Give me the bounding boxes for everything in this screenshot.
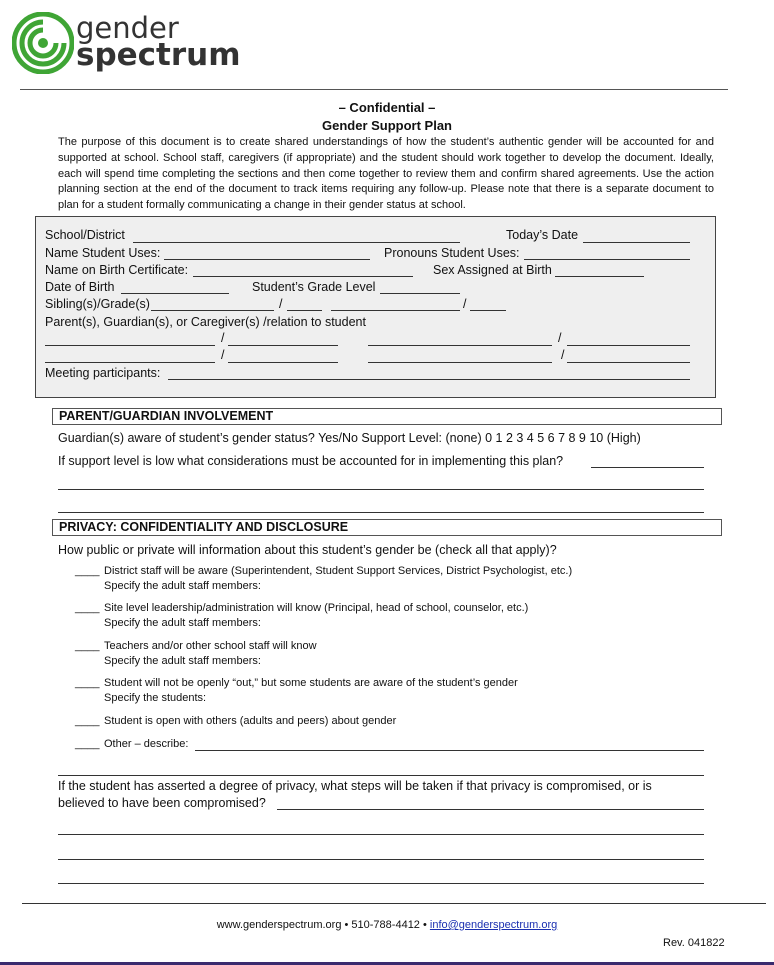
compromise-field-4[interactable] xyxy=(58,883,704,884)
dob-field[interactable] xyxy=(121,293,229,294)
sibling-field-2[interactable] xyxy=(331,310,460,311)
intro-paragraph: The purpose of this document is to create shared understandings of how the student’s authentic gender will be accounted for and supported at school. School staff, caregivers (if appropriate) and the student should work together to develop the document. Ideally, each will spend time completing the sections and then come together to review them and confirm shared agreements. Use the action planning section at the end of the document to track items requiring any follow-up. Please note that there is a separate document to plan for a student formally communicating a change in their gender status at school. xyxy=(58,136,714,212)
option-district-sub: Specify the adult staff members: xyxy=(104,580,261,592)
meeting-participants-label: Meeting participants: xyxy=(45,366,161,380)
gender-spectrum-logo-icon xyxy=(12,12,74,74)
option-other-label: Other – describe: xyxy=(104,738,189,750)
compromise-field-2[interactable] xyxy=(58,834,704,835)
compromise-question-2: believed to have been compromised? xyxy=(58,796,266,810)
option-checkbox-teachers[interactable]: ____ xyxy=(75,640,100,652)
slash: / xyxy=(558,331,562,345)
todays-date-label: Today’s Date xyxy=(506,228,579,242)
pronouns-field[interactable] xyxy=(524,259,690,260)
slash: / xyxy=(279,297,283,311)
option-checkbox-district[interactable]: ____ xyxy=(75,565,100,577)
option-checkbox-not-out[interactable]: ____ xyxy=(75,677,100,689)
name-student-uses-label: Name Student Uses: xyxy=(45,246,161,260)
option-teachers-label: Teachers and/or other school staff will know xyxy=(104,640,317,652)
option-checkbox-site[interactable]: ____ xyxy=(75,602,100,614)
siblings-label: Sibling(s)/Grade(s) xyxy=(45,297,150,311)
parent-field-2[interactable] xyxy=(368,345,552,346)
option-not-out-sub: Specify the students: xyxy=(104,692,207,704)
footer-email-link[interactable]: info@genderspectrum.org xyxy=(429,919,558,931)
sibling-grade-field-2[interactable] xyxy=(470,310,506,311)
page-title: Gender Support Plan xyxy=(321,118,452,133)
logo-line-1: gender xyxy=(76,11,179,45)
option-teachers-sub: Specify the adult staff members: xyxy=(104,655,261,667)
relation-field-4[interactable] xyxy=(567,362,690,363)
dob-label: Date of Birth xyxy=(45,280,115,294)
slash: / xyxy=(221,331,225,345)
name-birth-cert-label: Name on Birth Certificate: xyxy=(45,263,189,277)
slash: / xyxy=(221,348,225,362)
option-not-out-label: Student will not be openly “out,” but some students are aware of the student’s gender xyxy=(104,677,518,689)
pronouns-label: Pronouns Student Uses: xyxy=(384,246,520,260)
relation-field-1[interactable] xyxy=(228,345,338,346)
option-open-label: Student is open with others (adults and peers) about gender xyxy=(104,715,397,727)
meeting-participants-field[interactable] xyxy=(168,379,690,380)
sex-assigned-label: Sex Assigned at Birth xyxy=(433,263,552,277)
footer-website: www.genderspectrum.org • 510-788-4412 • xyxy=(216,919,427,931)
relation-field-3[interactable] xyxy=(228,362,338,363)
privacy-question: How public or private will information about this student’s gender be (check all that apply)? xyxy=(58,543,557,557)
name-student-uses-field[interactable] xyxy=(164,259,370,260)
footer-contact xyxy=(0,919,774,931)
parent-guardian-header: PARENT/GUARDIAN INVOLVEMENT xyxy=(52,408,722,425)
parents-label: Parent(s), Guardian(s), or Caregiver(s) /relation to student xyxy=(45,315,366,329)
parent-field-3[interactable] xyxy=(45,362,215,363)
confidential-label: – Confidential – xyxy=(338,100,436,115)
option-site-label: Site level leadership/administration will know (Principal, head of school, counselor, etc.) xyxy=(104,602,529,614)
header-rule xyxy=(20,89,728,90)
guardian-aware-question: Guardian(s) aware of student’s gender status? Yes/No Support Level: (none) 0 1 2 3 4 5 6 7 8 9 10 (High) xyxy=(58,431,641,445)
grade-level-label: Student’s Grade Level xyxy=(252,280,376,294)
privacy-header: PRIVACY: CONFIDENTIALITY AND DISCLOSURE xyxy=(52,519,722,536)
logo-line-2: spectrum xyxy=(76,37,241,73)
footer-rule xyxy=(22,903,766,904)
compromise-field-1[interactable] xyxy=(277,809,704,810)
low-support-field-2[interactable] xyxy=(58,489,704,490)
sibling-grade-field-1[interactable] xyxy=(287,310,322,311)
parent-field-4[interactable] xyxy=(368,362,552,363)
compromise-question-1: If the student has asserted a degree of privacy, what steps will be taken if that privacy is compromised, or is xyxy=(58,779,652,793)
relation-field-2[interactable] xyxy=(567,345,690,346)
other-describe-field-2[interactable] xyxy=(58,775,704,776)
slash: / xyxy=(561,348,565,362)
revision-label: Rev. 041822 xyxy=(663,937,725,949)
low-support-question: If support level is low what considerations must be accounted for in implementing this plan? xyxy=(58,454,564,468)
compromise-field-3[interactable] xyxy=(58,859,704,860)
school-district-label: School/District xyxy=(45,228,125,242)
parent-field-1[interactable] xyxy=(45,345,215,346)
name-birth-cert-field[interactable] xyxy=(193,276,413,277)
option-site-sub: Specify the adult staff members: xyxy=(104,617,261,629)
other-describe-field[interactable] xyxy=(195,750,704,751)
option-checkbox-other[interactable]: ____ xyxy=(75,738,100,750)
slash: / xyxy=(463,297,467,311)
sibling-field-1[interactable] xyxy=(151,310,274,311)
sex-assigned-field[interactable] xyxy=(555,276,644,277)
todays-date-field[interactable] xyxy=(583,242,690,243)
low-support-field-3[interactable] xyxy=(58,512,704,513)
grade-level-field[interactable] xyxy=(380,293,460,294)
option-checkbox-open[interactable]: ____ xyxy=(75,715,100,727)
low-support-field-1[interactable] xyxy=(591,467,704,468)
option-district-label: District staff will be aware (Superintendent, Student Support Services, District Psychologist, etc.) xyxy=(104,565,573,577)
logo xyxy=(12,11,241,74)
school-district-field[interactable] xyxy=(133,242,460,243)
